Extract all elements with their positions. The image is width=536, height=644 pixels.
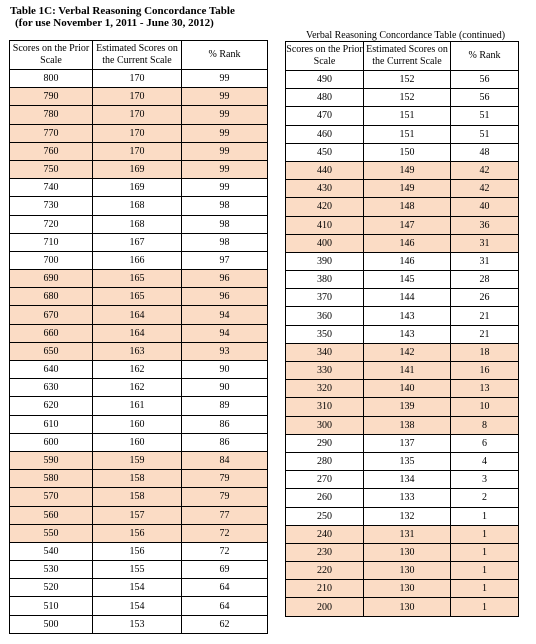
percent-rank-cell: 96: [182, 270, 268, 288]
prior-scale-cell: 330: [286, 362, 364, 380]
percent-rank-cell: 94: [182, 324, 268, 342]
table-row: [10, 524, 268, 542]
percent-rank-cell: 79: [182, 488, 268, 506]
table-row: [10, 324, 268, 342]
prior-scale-cell: 240: [286, 525, 364, 543]
header-row: [286, 42, 519, 71]
table-row: [10, 288, 268, 306]
prior-scale-cell: 440: [286, 161, 364, 179]
percent-rank-cell: 72: [182, 542, 268, 560]
continued-table-title: Verbal Reasoning Concordance Table (continued): [306, 30, 506, 41]
table-row: [10, 215, 268, 233]
current-scale-cell: 155: [93, 561, 182, 579]
table-row: [286, 543, 519, 561]
table-row: [286, 598, 519, 616]
table-row: [286, 161, 519, 179]
percent-rank-cell: 97: [182, 251, 268, 269]
percent-rank-cell: 36: [451, 216, 519, 234]
table-row: [10, 342, 268, 360]
prior-scale-cell: 300: [286, 416, 364, 434]
current-scale-cell: 170: [93, 88, 182, 106]
percent-rank-cell: 96: [182, 288, 268, 306]
prior-scale-cell: 610: [10, 415, 93, 433]
table-title-line1: Table 1C: Verbal Reasoning Concordance Table: [10, 5, 235, 17]
table-row: [10, 106, 268, 124]
prior-scale-cell: 600: [10, 433, 93, 451]
table-row: [286, 525, 519, 543]
current-scale-cell: 147: [364, 216, 451, 234]
prior-scale-cell: 430: [286, 180, 364, 198]
percent-rank-cell: 99: [182, 179, 268, 197]
prior-scale-cell: 650: [10, 342, 93, 360]
percent-rank-cell: 3: [451, 471, 519, 489]
current-scale-cell: 153: [93, 615, 182, 633]
table-row: [286, 125, 519, 143]
current-scale-cell: 170: [93, 124, 182, 142]
current-scale-cell: 166: [93, 251, 182, 269]
percent-rank-cell: 98: [182, 215, 268, 233]
table-row: [286, 71, 519, 89]
table-row: [286, 398, 519, 416]
prior-scale-cell: 520: [10, 579, 93, 597]
prior-scale-cell: 210: [286, 580, 364, 598]
current-scale-cell: 151: [364, 125, 451, 143]
prior-scale-cell: 280: [286, 452, 364, 470]
table-row: [286, 325, 519, 343]
current-scale-cell: 130: [364, 580, 451, 598]
current-scale-cell: 139: [364, 398, 451, 416]
table-row: [10, 142, 268, 160]
table-row: [10, 124, 268, 142]
percent-rank-cell: 42: [451, 161, 519, 179]
percent-rank-cell: 84: [182, 451, 268, 469]
prior-scale-cell: 660: [10, 324, 93, 342]
current-scale-cell: 159: [93, 451, 182, 469]
percent-rank-cell: 16: [451, 362, 519, 380]
percent-rank-cell: 99: [182, 106, 268, 124]
current-scale-cell: 165: [93, 288, 182, 306]
percent-rank-cell: 6: [451, 434, 519, 452]
percent-rank-cell: 1: [451, 543, 519, 561]
table-row: [286, 471, 519, 489]
percent-rank-cell: 69: [182, 561, 268, 579]
table-row: [10, 160, 268, 178]
prior-scale-cell: 620: [10, 397, 93, 415]
percent-rank-cell: 10: [451, 398, 519, 416]
table-row: [10, 197, 268, 215]
prior-scale-cell: 530: [10, 561, 93, 579]
current-scale-cell: 143: [364, 307, 451, 325]
prior-scale-cell: 320: [286, 380, 364, 398]
prior-scale-cell: 400: [286, 234, 364, 252]
current-scale-cell: 170: [93, 70, 182, 88]
percent-rank-cell: 99: [182, 160, 268, 178]
table-row: [10, 506, 268, 524]
prior-scale-cell: 420: [286, 198, 364, 216]
current-scale-cell: 152: [364, 71, 451, 89]
header-row: [10, 41, 268, 70]
percent-rank-cell: 99: [182, 142, 268, 160]
prior-scale-cell: 630: [10, 379, 93, 397]
table-title-line2: (for use November 1, 2011 - June 30, 2012): [15, 17, 214, 29]
current-scale-cell: 134: [364, 471, 451, 489]
prior-scale-cell: 500: [10, 615, 93, 633]
current-scale-cell: 138: [364, 416, 451, 434]
current-scale-cell: 158: [93, 488, 182, 506]
table-row: [286, 489, 519, 507]
current-scale-cell: 158: [93, 470, 182, 488]
percent-rank-cell: 1: [451, 562, 519, 580]
prior-scale-cell: 360: [286, 307, 364, 325]
percent-rank-cell: 51: [451, 125, 519, 143]
concordance-table-right: [285, 41, 519, 617]
prior-scale-cell: 510: [10, 597, 93, 615]
table-row: [10, 361, 268, 379]
percent-rank-cell: 21: [451, 307, 519, 325]
current-scale-cell: 168: [93, 197, 182, 215]
current-scale-cell: 160: [93, 415, 182, 433]
percent-rank-cell: 48: [451, 143, 519, 161]
percent-rank-cell: 64: [182, 597, 268, 615]
current-scale-cell: 170: [93, 106, 182, 124]
prior-scale-cell: 340: [286, 343, 364, 361]
table-row: [10, 306, 268, 324]
table-row: [10, 233, 268, 251]
table-row: [10, 415, 268, 433]
prior-scale-cell: 690: [10, 270, 93, 288]
current-scale-cell: 132: [364, 507, 451, 525]
prior-scale-cell: 700: [10, 251, 93, 269]
table-row: [10, 88, 268, 106]
prior-scale-cell: 220: [286, 562, 364, 580]
percent-rank-cell: 4: [451, 452, 519, 470]
percent-rank-cell: 18: [451, 343, 519, 361]
percent-rank-cell: 99: [182, 70, 268, 88]
current-scale-cell: 162: [93, 361, 182, 379]
table-row: [286, 271, 519, 289]
table-row: [286, 89, 519, 107]
prior-scale-cell: 670: [10, 306, 93, 324]
current-scale-cell: 145: [364, 271, 451, 289]
table-row: [286, 362, 519, 380]
percent-rank-cell: 56: [451, 71, 519, 89]
prior-scale-cell: 710: [10, 233, 93, 251]
percent-rank-cell: 8: [451, 416, 519, 434]
percent-rank-cell: 90: [182, 379, 268, 397]
table-row: [286, 434, 519, 452]
table-row: [10, 451, 268, 469]
percent-rank-cell: 86: [182, 433, 268, 451]
current-scale-cell: 143: [364, 325, 451, 343]
current-scale-cell: 154: [93, 579, 182, 597]
table-row: [286, 143, 519, 161]
prior-scale-cell: 730: [10, 197, 93, 215]
current-scale-cell: 152: [364, 89, 451, 107]
current-scale-cell: 156: [93, 524, 182, 542]
percent-rank-cell: 1: [451, 525, 519, 543]
table-row: [10, 597, 268, 615]
table-row: [286, 252, 519, 270]
prior-scale-cell: 750: [10, 160, 93, 178]
table-row: [286, 507, 519, 525]
table-row: [286, 234, 519, 252]
header-prior-scale: Scores on the Prior Scale: [10, 41, 93, 70]
percent-rank-cell: 42: [451, 180, 519, 198]
percent-rank-cell: 98: [182, 197, 268, 215]
prior-scale-cell: 380: [286, 271, 364, 289]
percent-rank-cell: 40: [451, 198, 519, 216]
table-row: [10, 179, 268, 197]
prior-scale-cell: 570: [10, 488, 93, 506]
current-scale-cell: 169: [93, 179, 182, 197]
prior-scale-cell: 460: [286, 125, 364, 143]
prior-scale-cell: 770: [10, 124, 93, 142]
table-row: [10, 488, 268, 506]
table-row: [10, 70, 268, 88]
table-title: [10, 5, 235, 29]
prior-scale-cell: 410: [286, 216, 364, 234]
current-scale-cell: 163: [93, 342, 182, 360]
prior-scale-cell: 370: [286, 289, 364, 307]
current-scale-cell: 165: [93, 270, 182, 288]
table-row: [10, 470, 268, 488]
prior-scale-cell: 290: [286, 434, 364, 452]
current-scale-cell: 156: [93, 542, 182, 560]
table-row: [10, 251, 268, 269]
percent-rank-cell: 13: [451, 380, 519, 398]
table-row: [10, 433, 268, 451]
table-row: [286, 216, 519, 234]
table-row: [286, 198, 519, 216]
table-row: [286, 562, 519, 580]
table-row: [286, 580, 519, 598]
table-row: [286, 416, 519, 434]
current-scale-cell: 154: [93, 597, 182, 615]
current-scale-cell: 148: [364, 198, 451, 216]
header-current-scale: Estimated Scores on the Current Scale: [93, 41, 182, 70]
percent-rank-cell: 77: [182, 506, 268, 524]
prior-scale-cell: 270: [286, 471, 364, 489]
percent-rank-cell: 99: [182, 124, 268, 142]
current-scale-cell: 141: [364, 362, 451, 380]
current-scale-cell: 144: [364, 289, 451, 307]
percent-rank-cell: 2: [451, 489, 519, 507]
current-scale-cell: 146: [364, 252, 451, 270]
percent-rank-cell: 86: [182, 415, 268, 433]
table-row: [286, 307, 519, 325]
table-row: [286, 180, 519, 198]
percent-rank-cell: 99: [182, 88, 268, 106]
percent-rank-cell: 1: [451, 580, 519, 598]
current-scale-cell: 140: [364, 380, 451, 398]
percent-rank-cell: 51: [451, 107, 519, 125]
percent-rank-cell: 72: [182, 524, 268, 542]
prior-scale-cell: 490: [286, 71, 364, 89]
prior-scale-cell: 350: [286, 325, 364, 343]
prior-scale-cell: 680: [10, 288, 93, 306]
prior-scale-cell: 250: [286, 507, 364, 525]
current-scale-cell: 161: [93, 397, 182, 415]
table-row: [10, 379, 268, 397]
current-scale-cell: 131: [364, 525, 451, 543]
current-scale-cell: 160: [93, 433, 182, 451]
percent-rank-cell: 62: [182, 615, 268, 633]
current-scale-cell: 162: [93, 379, 182, 397]
header-percent-rank: % Rank: [182, 41, 268, 70]
prior-scale-cell: 780: [10, 106, 93, 124]
current-scale-cell: 164: [93, 306, 182, 324]
prior-scale-cell: 790: [10, 88, 93, 106]
percent-rank-cell: 89: [182, 397, 268, 415]
current-scale-cell: 169: [93, 160, 182, 178]
percent-rank-cell: 93: [182, 342, 268, 360]
header-prior-scale: Scores on the Prior Scale: [286, 42, 364, 71]
current-scale-cell: 167: [93, 233, 182, 251]
prior-scale-cell: 720: [10, 215, 93, 233]
table-row: [10, 397, 268, 415]
header-percent-rank: % Rank: [451, 42, 519, 71]
table-row: [286, 343, 519, 361]
percent-rank-cell: 64: [182, 579, 268, 597]
current-scale-cell: 133: [364, 489, 451, 507]
prior-scale-cell: 640: [10, 361, 93, 379]
current-scale-cell: 151: [364, 107, 451, 125]
percent-rank-cell: 94: [182, 306, 268, 324]
table-row: [10, 270, 268, 288]
table-row: [10, 542, 268, 560]
percent-rank-cell: 26: [451, 289, 519, 307]
prior-scale-cell: 310: [286, 398, 364, 416]
table-row: [10, 561, 268, 579]
table-row: [10, 579, 268, 597]
prior-scale-cell: 390: [286, 252, 364, 270]
table-row: [10, 615, 268, 633]
table-row: [286, 380, 519, 398]
current-scale-cell: 149: [364, 161, 451, 179]
prior-scale-cell: 740: [10, 179, 93, 197]
prior-scale-cell: 200: [286, 598, 364, 616]
current-scale-cell: 164: [93, 324, 182, 342]
prior-scale-cell: 470: [286, 107, 364, 125]
prior-scale-cell: 580: [10, 470, 93, 488]
current-scale-cell: 149: [364, 180, 451, 198]
prior-scale-cell: 800: [10, 70, 93, 88]
current-scale-cell: 135: [364, 452, 451, 470]
prior-scale-cell: 590: [10, 451, 93, 469]
current-scale-cell: 137: [364, 434, 451, 452]
prior-scale-cell: 550: [10, 524, 93, 542]
current-scale-cell: 150: [364, 143, 451, 161]
header-current-scale: Estimated Scores on the Current Scale: [364, 42, 451, 71]
percent-rank-cell: 1: [451, 598, 519, 616]
prior-scale-cell: 760: [10, 142, 93, 160]
prior-scale-cell: 560: [10, 506, 93, 524]
percent-rank-cell: 79: [182, 470, 268, 488]
current-scale-cell: 130: [364, 598, 451, 616]
percent-rank-cell: 56: [451, 89, 519, 107]
current-scale-cell: 130: [364, 543, 451, 561]
current-scale-cell: 170: [93, 142, 182, 160]
prior-scale-cell: 450: [286, 143, 364, 161]
percent-rank-cell: 28: [451, 271, 519, 289]
prior-scale-cell: 480: [286, 89, 364, 107]
current-scale-cell: 157: [93, 506, 182, 524]
prior-scale-cell: 540: [10, 542, 93, 560]
percent-rank-cell: 98: [182, 233, 268, 251]
percent-rank-cell: 90: [182, 361, 268, 379]
prior-scale-cell: 260: [286, 489, 364, 507]
percent-rank-cell: 21: [451, 325, 519, 343]
current-scale-cell: 142: [364, 343, 451, 361]
current-scale-cell: 130: [364, 562, 451, 580]
percent-rank-cell: 31: [451, 252, 519, 270]
table-row: [286, 289, 519, 307]
table-row: [286, 452, 519, 470]
concordance-table-left: [9, 40, 268, 634]
percent-rank-cell: 1: [451, 507, 519, 525]
percent-rank-cell: 31: [451, 234, 519, 252]
table-row: [286, 107, 519, 125]
current-scale-cell: 146: [364, 234, 451, 252]
prior-scale-cell: 230: [286, 543, 364, 561]
current-scale-cell: 168: [93, 215, 182, 233]
